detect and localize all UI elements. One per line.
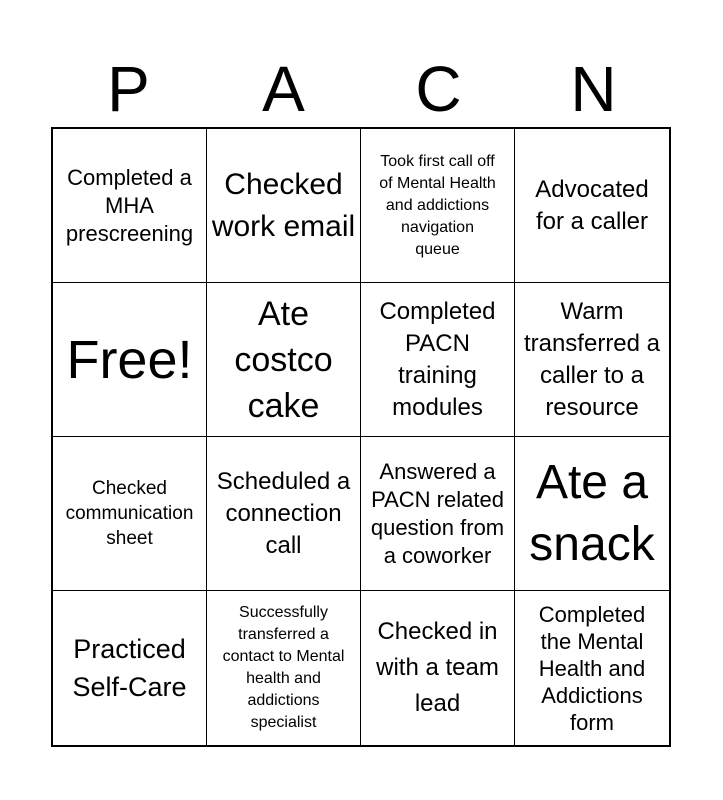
bingo-cell-r2c3[interactable]	[361, 283, 515, 437]
bingo-cell-r3c4[interactable]	[515, 437, 669, 591]
bingo-cell-r2c4[interactable]	[515, 283, 669, 437]
bingo-cell-r1c4[interactable]	[515, 129, 669, 283]
bingo-cell-text: Ate costco cake	[234, 294, 333, 425]
bingo-cell-text: Scheduled a connection call	[216, 467, 351, 559]
bingo-cell-text: Practiced Self-Care	[72, 634, 187, 702]
bingo-cell-r4c1[interactable]	[53, 591, 207, 745]
bingo-cell-text: Checked in with a team lead	[376, 618, 499, 717]
bingo-cell-text: Completed the Mental Health and Addictions form	[538, 601, 646, 735]
bingo-cell-r2c2[interactable]	[207, 283, 361, 437]
bingo-cell-text: Checked work email	[211, 167, 356, 243]
bingo-cell-text: Took first call off of Mental Health and addictions navigation queue	[379, 152, 496, 258]
bingo-cell-r3c3[interactable]	[361, 437, 515, 591]
bingo-cell-r4c2[interactable]	[207, 591, 361, 745]
bingo-cell-text: Checked communication sheet	[65, 478, 194, 549]
bingo-cell-r4c3[interactable]	[361, 591, 515, 745]
bingo-cell-text: Ate a snack	[529, 455, 655, 571]
bingo-cell-text: Completed PACN training modules	[379, 297, 496, 421]
bingo-cell-r2c1[interactable]	[53, 283, 207, 437]
header-letter-c: C	[415, 53, 462, 125]
bingo-cell-text: Advocated for a caller	[535, 175, 649, 235]
bingo-cell-text: Free!	[66, 329, 193, 390]
bingo-cell-r3c1[interactable]	[53, 437, 207, 591]
header-letter-a: A	[262, 53, 305, 125]
bingo-cell-text: Warm transferred a caller to a resource	[523, 297, 661, 421]
bingo-cell-r1c3[interactable]	[361, 129, 515, 283]
bingo-cell-text: Answered a PACN related question from a coworker	[370, 458, 505, 568]
bingo-cell-r1c2[interactable]	[207, 129, 361, 283]
bingo-cell-text: Completed a MHA prescreening	[65, 164, 194, 246]
bingo-cell-r4c4[interactable]	[515, 591, 669, 745]
bingo-cell-r3c2[interactable]	[207, 437, 361, 591]
bingo-header	[51, 50, 671, 128]
header-letter-p: P	[107, 53, 150, 125]
bingo-card	[51, 127, 671, 747]
bingo-cell-r1c1[interactable]	[53, 129, 207, 283]
bingo-cell-text: Successfully transferred a contact to Mental health and addictions specialist	[222, 604, 345, 731]
header-letter-n: N	[570, 53, 617, 125]
